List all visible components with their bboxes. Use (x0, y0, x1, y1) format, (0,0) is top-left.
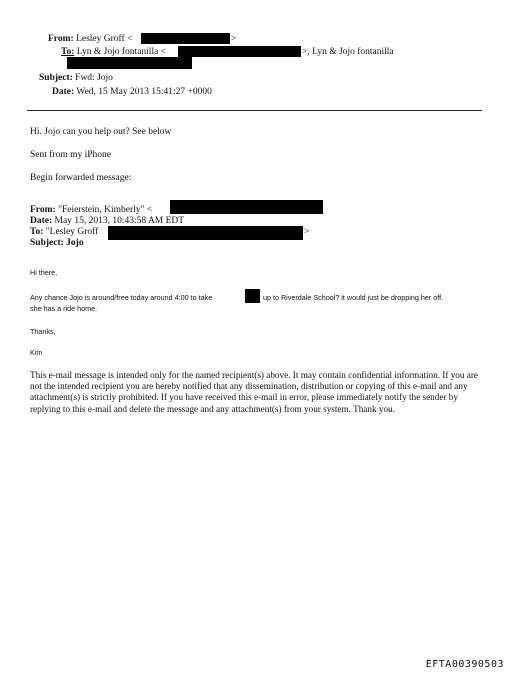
from-label: From: (48, 34, 74, 44)
from-tail: > (231, 34, 237, 44)
redaction-box (170, 200, 323, 214)
header-divider (27, 110, 482, 111)
date-value: Wed, 15 May 2013 15:41:27 +0000 (76, 87, 212, 97)
subject-value: Fwd: Jojo (75, 73, 113, 83)
outer-date-line (52, 86, 212, 98)
disclaimer-text: This e-mail message is intended only for the named recipient(s) above. It may contain confidential information. If you are not the intended recipient you are hereby notified that any dissemination, distribution or copying of this e-mail and any attachment(s) is strictly prohibited. If you have received this e-mail in error, please immediately notify the sender by replying to this e-mail and delete the message and any attachment(s) from your system. Thank you. (30, 370, 478, 414)
to-label: To: (61, 47, 75, 57)
fwd-sign-line: Kim (30, 348, 43, 357)
fwd-to-label: To: (30, 227, 44, 237)
redaction-box (245, 289, 260, 303)
date-label: Date: (52, 87, 75, 97)
fwd-subject-line (30, 237, 84, 249)
sent-from-line: Sent from my iPhone (30, 150, 112, 160)
redaction-box (108, 226, 303, 240)
fwd-from-label: From: (30, 205, 56, 215)
redaction-box (178, 46, 301, 57)
fwd-to-tail: > (304, 227, 310, 237)
fwd-thanks-line: Thanks, (30, 327, 56, 336)
redaction-box (67, 57, 192, 69)
to-tail: >, Lyn & Jojo fontanilla (302, 47, 394, 57)
fwd-hi-line: Hi there, (30, 268, 58, 277)
redaction-box (141, 33, 230, 44)
to-value: Lyn & Jojo fontanilla < (76, 47, 167, 57)
greeting-line: Hi. Jojo can you help out? See below (30, 127, 172, 137)
document-id: EFTA00390503 (425, 659, 504, 670)
from-value: Lesley Groff < (76, 34, 133, 44)
fwd-body-line2: she has a ride home. (30, 304, 98, 313)
begin-forward-line: Begin forwarded message: (30, 173, 132, 183)
fwd-date-label: Date: (30, 216, 53, 226)
fwd-to-value: "Lesley Groff (45, 227, 99, 237)
subject-label: Subject: (39, 73, 73, 83)
outer-from-line (48, 33, 132, 45)
fwd-from-value: "Feierstein, Kimberly" < (58, 205, 153, 215)
fwd-subject-value: Jojo (66, 238, 84, 248)
fwd-subject-label: Subject: (30, 238, 64, 248)
outer-subject-line (39, 72, 113, 84)
fwd-body-line1b: up to Riverdale School? it would just be dropping her off. (263, 293, 444, 302)
fwd-date-value: May 15, 2013, 10:43:58 AM EDT (54, 216, 185, 226)
fwd-body-line1a: Any chance Jojo is around/free today around 4:00 to take (30, 293, 213, 302)
